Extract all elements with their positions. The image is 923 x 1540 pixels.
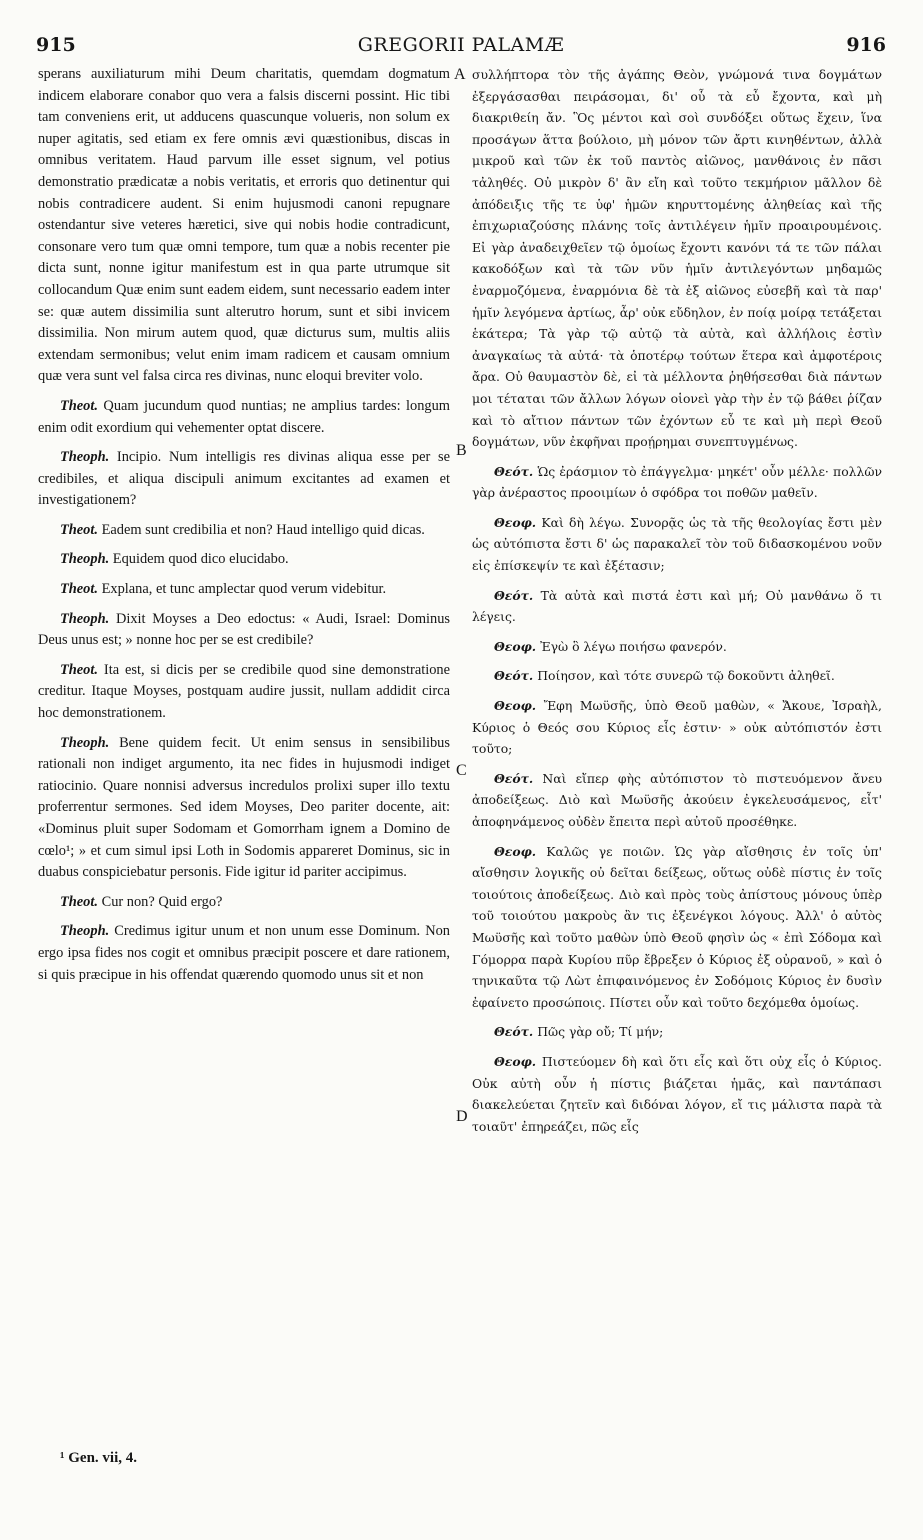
dialogue-text: Ἔφη Μωϋσῆς, ὑπὸ Θεοῦ μαθὼν, « Ἄκουε, Ἰσραὴλ, Κύριος ὁ Θεός σου Κύριος εἷς ἐστιν· » οὐκ αὐτόπιστόν ἐστι τοῦτο; [472, 698, 882, 757]
speaker-label: Theot. [60, 661, 98, 678]
latin-dialogue-line [38, 549, 450, 571]
dialogue-text: Ναὶ εἴπερ φὴς αὐτόπιστον τὸ πιστευόμενον ἄνευ ἀποδείξεως. Διὸ καὶ Μωϋσῆς ἀκούειν ἐγκελευσάμενος, εἶτ' ἀποφηνάμενος οὐδὲν ἔπειτα περὶ αὐτοῦ προσέθηκε. [472, 770, 882, 829]
dialogue-text: Equidem quod dico elucidabo. [112, 551, 289, 568]
speaker-label: Θεότ. [494, 770, 534, 786]
greek-dialogue-line [472, 1021, 882, 1043]
speaker-label: Theoph. [60, 923, 110, 940]
dialogue-text: Incipio. Num intelligis res divinas aliqua esse per se credibiles, et aliqua discipuli animum excitantes ad examen et investigationem? [38, 449, 450, 509]
speaker-label: Θεοφ. [494, 843, 537, 859]
dialogue-text: Cur non? Quid ergo? [101, 893, 223, 910]
footnote: ¹ Gen. vii, 4. [60, 1450, 137, 1466]
dialogue-text: Ποίησον, καὶ τότε συνερῶ τῷ δοκοῦντι ἀληθεῖ. [537, 668, 835, 684]
dialogue-text: Καλῶς γε ποιῶν. Ὡς γὰρ αἴσθησις ἐν τοῖς ὑπ' αἴσθησιν λογικῆς οὐ δεῖται δείξεως, οὕτως οὐδὲ πίστις ἐν τοῖς τοιούτοις ἀποδείξεως. Διὸ καὶ πρὸς τοὺς ἀπίστους μόνους ὑπὲρ τοῦ τοιούτου μακροὺς ἂν τις ἐξενέγκοι λόγους. Ἀλλ' ὁ αὐτὸς Μωϋσῆς καὶ τοῦτο μαθὼν ὑπὸ Θεοῦ φησὶν ὡς « ἐπὶ Σόδομα καὶ Γόμορρα παρὰ Κυρίου πῦρ ἔβρεξεν ὁ Κύριος ἐξ οὐρανοῦ, » καὶ ὁ τηνικαῦτα τῷ Λὼτ ἐπιφαινόμενος ἐν Σοδόμοις Κύριος ἐν δυσὶν ἐφαίνετο προσώποις. Πίστει οὖν καὶ τοῦτο δεχόμεθα ὁμοίως. [472, 843, 882, 1010]
dialogue-text: Explana, et tunc amplectar quod verum videbitur. [101, 581, 387, 598]
speaker-label: Θεότ. [494, 668, 534, 684]
dialogue-text: Ἐγὼ ὃ λέγω ποιήσω φανερόν. [540, 638, 727, 654]
speaker-label: Theot. [60, 581, 98, 598]
margin-marker-a: A [454, 66, 466, 83]
dialogue-text: Quam jucundum quod nuntias; ne amplius tardes: longum enim odit exordium qui vehementer optat discere. [38, 397, 450, 436]
latin-dialogue-line [38, 733, 450, 884]
dialogue-text: Τὰ αὐτὰ καὶ πιστά ἐστι καὶ μή; Οὐ μανθάνω ὅ τι λέγεις. [472, 587, 882, 625]
greek-dialogue-line [472, 636, 882, 658]
latin-column [38, 64, 450, 994]
margin-marker-b: B [456, 442, 467, 459]
speaker-label: Theoph. [60, 610, 110, 627]
greek-dialogue-line [472, 1051, 882, 1137]
dialogue-text: Πῶς γὰρ οὔ; Τί μήν; [537, 1024, 664, 1040]
speaker-label: Θεοφ. [494, 514, 537, 530]
speaker-label: Theot. [60, 521, 98, 538]
greek-dialogue-line [472, 695, 882, 760]
dialogue-text: Bene quidem fecit. Ut enim sensus in sensibilibus rationali non indiget argumento, ita nec fides in hujusmodi indiget ratiocinio. Quare nonnisi adversus incredulos prolixi super illo textu proferrentur sermones. Sed idem Moyses, Deo pariter docente, ait: «Dominus pluit super Sodomam et Gomorrham ignem a Domino de cœlo¹; » et cum simul ipsi Loth in Sodomis appareret Dominus, sic in duabus conspiciebatur personis. Fide igitur id pariter accipimus. [38, 734, 450, 881]
speaker-label: Θεότ. [494, 587, 534, 603]
latin-intro-paragraph: sperans auxiliaturum mihi Deum charitatis, quemdam dogmatum indicem elaborare conabor quo vera a falsis discerni possint. Hic tibi tam conveniens erit, ut adducens quascunque volueris, non solum ex nuper agitatis, sed etiam ex fere omnis ævi quæstionibus, discas in omnibus veritatem. Haud parvum ille esset signum, vel potius demonstratio prædicatæ a nobis veritatis, et erroris quo detinentur qui nobis contradicere audent. Si enim hujusmodi canoni repugnare ostendantur sive veteres hæretici, sive qui nobis hodie contradicunt, consonare vero tum quæ omni tempore, tum quæ a nobis recenter pie dicta sunt, nonne igitur manifestum est in qua parte utrumque sit collocandum Quæ enim sunt eadem eidem, sunt necessario eadem inter se: quæ autem dissimilia sunt alterutro horum, sunt et sibi invicem dissimilia. Non mirum autem quod, quæ dicturus sum, multis aliis extendam sermonibus; velut enim imam radicem et causam omnium quæ vera sunt vel falsa circa res divinas, nunc eloqui breviter volo. [38, 66, 450, 385]
dialogue-text: Πιστεύομεν δὴ καὶ ὅτι εἷς καὶ ὅτι οὐχ εἷς ὁ Κύριος. Οὐκ αὐτὴ οὖν ἡ πίστις βιάζεται ἡμᾶς, καὶ παντάπασι διακελεύεται ζητεῖν καὶ διδόναι λόγον, εἴ τις μάλιστα παρὰ τὰ τοιαῦτ' ἐπηρεάζει, πῶς εἷς [472, 1053, 882, 1134]
speaker-label: Θεοφ. [494, 638, 537, 654]
greek-dialogue-line [472, 841, 882, 1014]
dialogue-text: Ita est, si dicis per se credibile quod sine demonstratione creditur. Itaque Moyses, postquam audire jussit, nullam addidit circa hoc demonstrationem. [38, 661, 450, 722]
latin-dialogue-line [38, 447, 450, 512]
speaker-label: Θεότ. [494, 463, 534, 479]
greek-column [472, 64, 882, 1145]
right-page-number: 916 [846, 34, 886, 56]
greek-dialogue-line [472, 461, 882, 504]
latin-dialogue-line [38, 892, 450, 914]
speaker-label: Theot. [60, 893, 98, 910]
greek-intro-paragraph: συλλήπτορα τὸν τῆς ἀγάπης Θεὸν, γνώμονά τινα δογμάτων ἐξεργάσασθαι πειράσομαι, δι' οὗ τὰ εὖ ἔχοντα, καὶ μὴ διακριθείη ἄν. Ὃς μέντοι καὶ σοὶ συνδόξει οὕτως ἔχειν, ἵνα προσάγων ἅττα βούλοιο, μὴ μόνον τῶν ἄρτι κινηθέντων, ἀλλὰ μικροῦ καὶ τῶν ἐκ τοῦ παντὸς αἰῶνος, μανθάνοις ἐν πᾶσι τἀληθές. Οὐ μικρὸν δ' ἂν εἴη καὶ τοῦτο τεκμήριον μᾶλλον δὲ ἀπόδειξις τῆς τε ὑφ' ἡμῶν κηρυττομένης ἀληθείας καὶ τῆς ἐπιχωριαζούσης πλάνης τοῖς ἀντιλέγειν ἡμῖν προαιρουμένοις. Εἰ γὰρ ἀναδειχθεῖεν τῷ ὁμοίως ἔχοντι κανόνι τά τε τῶν πάλαι κακοδόξων καὶ τὰ τῶν νῦν ἡμῖν ἀντιλεγόντων μηδαμῶς ἐναρμοζόμενα, ἐναρμόνια δὲ τὰ ἐξ αἰῶνος εὐσεβῆ καὶ τὰ παρ' ἡμῖν λεγόμενα ἀρτίως, ἆρ' οὐκ εὔδηλον, ἐν ποίᾳ μοίρᾳ τετάξεται ἑκάτερα; Τὰ γὰρ τῷ αὐτῷ τὰ αὐτὰ, καὶ ἀλλήλοις ἐστὶν ἀναγκαίως τὰ αὐτά· τὰ ὁποτέρῳ τούτων ἕτερα καὶ ἀμφοτέροις ἄρα. Οὐ θαυμαστὸν δὲ, εἰ τὰ μέλλοντα ῥηθήσεσθαι διὰ πάντων μοι τέταται τῶν ἄλλων λόγων οἱονεὶ γὰρ τὴν ἐν τῷ βάθει ῥίζαν καὶ τὸ αἴτιον πάντων τῶν ἐχόντων εὖ τε καὶ μὴ περὶ Θεοῦ δογμάτων, νῦν ἐκφῆναι προῄρημαι συνεπτυγμένως. [472, 67, 882, 450]
latin-dialogue-line [38, 396, 450, 439]
speaker-label: Theot. [60, 397, 98, 414]
dialogue-text: Ὡς ἐράσμιον τὸ ἐπάγγελμα· μηκέτ' οὖν μέλλε· πολλῶν γὰρ ἀνέραστος προοιμίων ὁ σφόδρα τοι ποθῶν μαθεῖν. [472, 463, 882, 501]
greek-dialogue-line [472, 512, 882, 577]
speaker-label: Theoph. [60, 734, 110, 751]
latin-dialogue-line [38, 660, 450, 725]
greek-dialogue-line [472, 768, 882, 833]
margin-marker-d: D [456, 1108, 468, 1125]
greek-dialogue-line [472, 665, 882, 687]
latin-dialogue-line [38, 520, 450, 542]
greek-dialogue-line [472, 585, 882, 628]
speaker-label: Theoph. [60, 449, 110, 466]
dialogue-text: Καὶ δὴ λέγω. Συνορᾷς ὡς τὰ τῆς θεολογίας ἔστι μὲν ὡς αὐτόπιστα ἔστι δ' ὡς παρακαλεῖ τὸν τοῦ διδασκομένου νοῦν εἰς ἐπίσκεψίν τε καὶ ἐξέτασιν; [472, 514, 882, 574]
dialogue-text: Eadem sunt credibilia et non? Haud intelligo quid dicas. [101, 521, 425, 538]
latin-dialogue-line [38, 609, 450, 652]
speaker-label: Θεοφ. [494, 1053, 537, 1069]
page-header [36, 34, 886, 64]
latin-dialogue-line [38, 921, 450, 986]
margin-marker-c: C [456, 762, 467, 779]
dialogue-text: Credimus igitur unum et non unum esse Dominum. Non ergo ipsa fides nos cogit et omnibus præcipit poscere et dare rationem, si quis præcipue in his offendat quærendo quomodo unus sit et non [38, 923, 450, 983]
latin-dialogue-line [38, 579, 450, 601]
speaker-label: Theoph. [60, 551, 110, 568]
page-title: GREGORII PALAMÆ [357, 34, 565, 56]
dialogue-text: Dixit Moyses a Deo edoctus: « Audi, Israel: Dominus Deus unus est; » nonne hoc per se est credibile? [38, 610, 450, 649]
left-page-number: 915 [36, 34, 76, 56]
speaker-label: Θεοφ. [494, 698, 537, 714]
speaker-label: Θεότ. [494, 1024, 534, 1040]
